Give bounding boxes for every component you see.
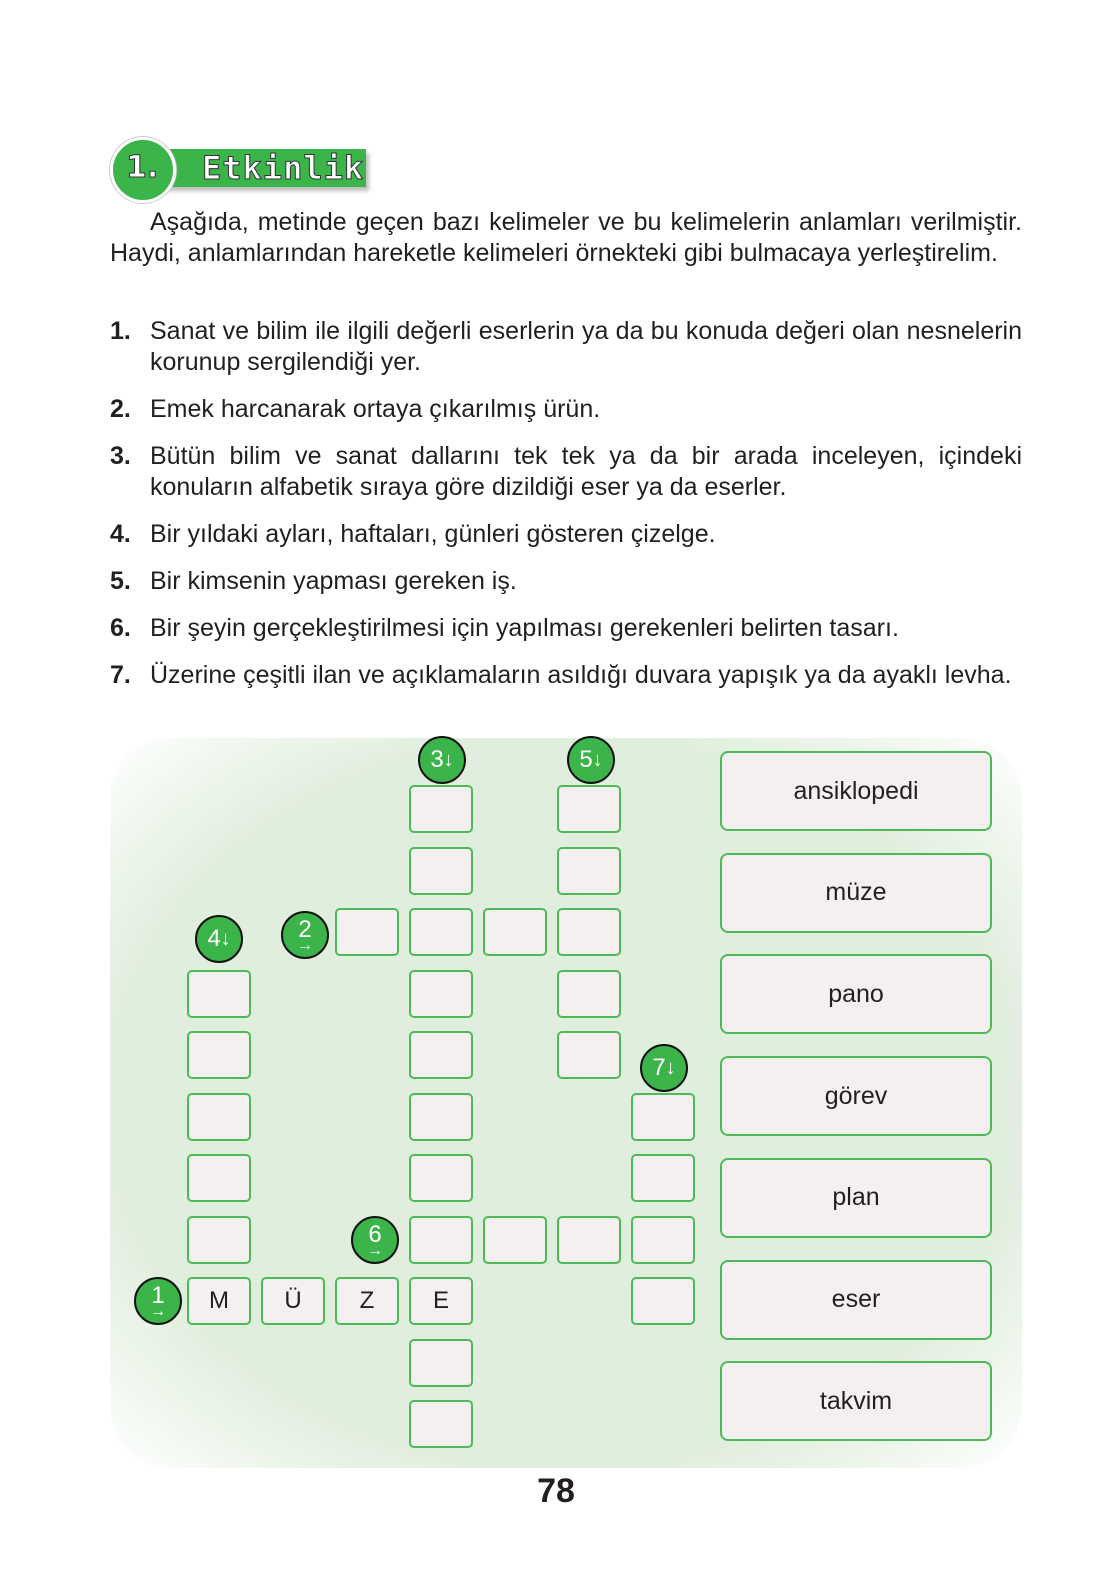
clue-badge-4 (195, 915, 243, 963)
crossword-cell[interactable] (409, 1154, 473, 1202)
crossword-cell[interactable]: Ü (261, 1277, 325, 1325)
word-bank-item: müze (720, 853, 992, 933)
badge-number: 1 (151, 1282, 165, 1309)
crossword-cell[interactable] (409, 847, 473, 895)
crossword-cell[interactable] (409, 1216, 473, 1264)
clue-badge-3 (418, 736, 466, 784)
clue-badge-7 (640, 1044, 688, 1092)
badge-number: 2 (298, 916, 312, 943)
crossword-cell[interactable] (557, 785, 621, 833)
arrow-right-icon: → (367, 1242, 383, 1259)
word-bank-item: görev (720, 1056, 992, 1136)
clue-item (110, 519, 1022, 550)
clue-badge-1 (134, 1277, 182, 1325)
crossword-cell[interactable] (335, 908, 399, 956)
clue-number: 1. (110, 317, 131, 345)
crossword-cell[interactable] (557, 970, 621, 1018)
crossword-cell[interactable] (409, 970, 473, 1018)
clue-badge-2 (281, 911, 329, 959)
clue-text: Bir kimsenin yapması gereken iş. (150, 567, 517, 595)
clue-number: 7. (110, 661, 131, 689)
crossword-cell[interactable] (631, 1277, 695, 1325)
crossword-cell[interactable] (483, 908, 547, 956)
crossword-cell[interactable] (187, 1031, 251, 1079)
arrow-down-icon: ↓ (665, 1056, 676, 1079)
crossword-cell[interactable] (631, 1154, 695, 1202)
word-bank-item: takvim (720, 1361, 992, 1441)
arrow-down-icon: ↓ (592, 748, 603, 771)
clue-text: Emek harcanarak ortaya çıkarılmış ürün. (150, 395, 601, 423)
clue-text: Bir şeyin gerçekleştirilmesi için yapılması gerekenleri belirten tasarı. (150, 614, 899, 642)
activity-banner (110, 137, 370, 201)
clue-item (110, 660, 1022, 691)
word-bank-item: ansiklopedi (720, 751, 992, 831)
crossword-cell[interactable] (557, 908, 621, 956)
activity-number: 1. (126, 150, 159, 185)
arrow-down-icon: ↓ (220, 927, 231, 950)
clue-number: 5. (110, 567, 131, 595)
clue-number: 3. (110, 442, 131, 470)
word-bank-item: pano (720, 954, 992, 1034)
badge-number: 3 (430, 746, 444, 773)
crossword-cell[interactable]: Z (335, 1277, 399, 1325)
clue-text: Bütün bilim ve sanat dallarını tek tek ya da bir arada inceleyen, içindeki konuların alfabetik sıraya göre dizildiği eser ya da eserler. (150, 442, 1022, 501)
activity-title: Etkinlik (202, 149, 365, 187)
badge-number: 4 (207, 925, 221, 952)
instructions (110, 207, 1022, 269)
crossword-cell[interactable] (187, 1093, 251, 1141)
crossword-cell[interactable] (409, 1093, 473, 1141)
crossword-cell[interactable]: M (187, 1277, 251, 1325)
crossword-cell[interactable] (631, 1216, 695, 1264)
clue-item (110, 394, 1022, 425)
page-number: 78 (537, 1472, 575, 1510)
crossword-cell[interactable] (187, 1216, 251, 1264)
crossword-cell[interactable] (409, 1339, 473, 1387)
word-bank-item: eser (720, 1260, 992, 1340)
clue-text: Sanat ve bilim ile ilgili değerli eserlerin ya da bu konuda değeri olan nesnelerin korunup sergilendiği yer. (150, 317, 1022, 376)
arrow-right-icon: → (297, 937, 313, 954)
clue-badge-6 (351, 1216, 399, 1264)
intro-text: Aşağıda, metinde geçen bazı kelimeler ve bu kelimelerin anlamları verilmiştir. Haydi, anlamlarından hareketle kelimeleri örnekteki gibi bulmacaya yerleştirelim. (110, 208, 1022, 267)
crossword-cell[interactable] (409, 1400, 473, 1448)
crossword-cell[interactable] (557, 1216, 621, 1264)
clue-item (110, 613, 1022, 644)
crossword-cell[interactable] (409, 1031, 473, 1079)
clue-text: Bir yıldaki ayları, haftaları, günleri gösteren çizelge. (150, 520, 716, 548)
badge-number: 6 (368, 1221, 382, 1248)
clue-item (110, 566, 1022, 597)
clue-text: Üzerine çeşitli ilan ve açıklamaların asıldığı duvara yapışık ya da ayaklı levha. (150, 661, 1012, 689)
clue-item (110, 441, 1022, 503)
badge-number: 5 (579, 746, 593, 773)
clue-badge-5 (567, 736, 615, 784)
crossword-cell[interactable] (187, 1154, 251, 1202)
crossword-cell[interactable] (483, 1216, 547, 1264)
clue-number: 4. (110, 520, 131, 548)
clue-item (110, 316, 1022, 378)
clue-number: 6. (110, 614, 131, 642)
crossword-cell[interactable] (409, 908, 473, 956)
clue-list (110, 316, 1022, 707)
clue-number: 2. (110, 395, 131, 423)
badge-number: 7 (652, 1054, 666, 1081)
word-bank-item: plan (720, 1158, 992, 1238)
arrow-right-icon: → (150, 1303, 166, 1320)
crossword-cell[interactable] (187, 970, 251, 1018)
crossword-cell[interactable] (631, 1093, 695, 1141)
crossword-cell[interactable] (557, 1031, 621, 1079)
crossword-cell[interactable] (409, 785, 473, 833)
crossword-cell[interactable]: E (409, 1277, 473, 1325)
crossword-cell[interactable] (557, 847, 621, 895)
arrow-down-icon: ↓ (443, 748, 454, 771)
